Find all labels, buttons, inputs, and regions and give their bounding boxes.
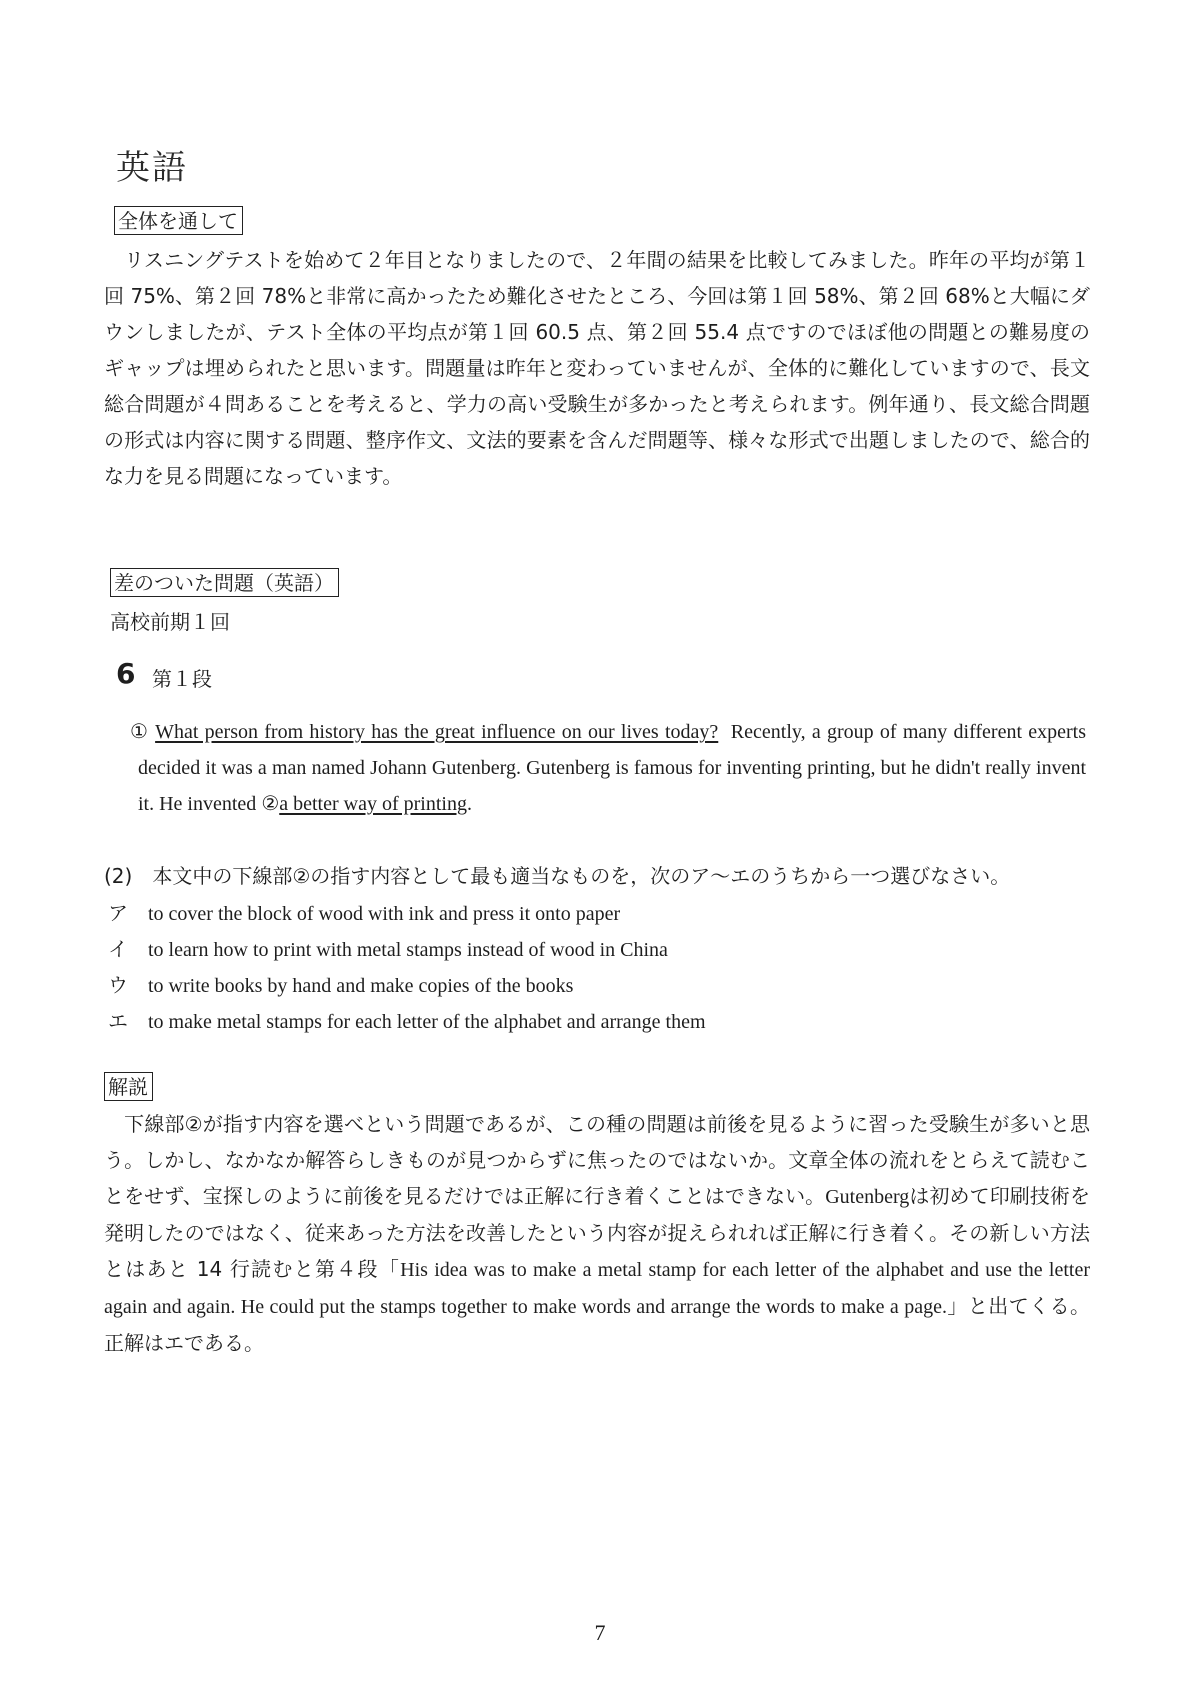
commentary-heading: 解説 [104, 1072, 153, 1101]
choice-i [108, 933, 668, 962]
subject-title: 英語 [116, 148, 188, 188]
english-passage [130, 714, 1087, 822]
passage-marker-1: ① [130, 721, 150, 743]
underlined-sentence-1: What person from history has the great influence on our lives today? [155, 721, 719, 743]
overview-heading: 全体を通して [114, 206, 243, 235]
differentiating-heading: 差のついた問題（英語） [110, 568, 339, 597]
section-label: 第１段 [152, 667, 212, 691]
choice-text: to write books by hand and make copies of the books [148, 975, 574, 997]
question-number: 6 [116, 657, 136, 690]
overview-paragraph [104, 242, 1090, 494]
passage-end: . [466, 793, 472, 815]
commentary-gutenberg: Gutenberg [825, 1186, 910, 1208]
commentary-part-2: は初めて印刷技術を発明したのではなく、従来あった方法を改善したという内容が捉えられれば正解に行き着く。その新しい方法とはあと 14 行読むと第４段「 [104, 1184, 1091, 1281]
page-number: 7 [594, 1620, 606, 1645]
choice-mark: イ [108, 937, 128, 961]
commentary-paragraph [104, 1106, 1090, 1361]
commentary-quote: His idea was to make a metal stamp for each letter of the alphabet and use the letter again and again. He could put the stamps together to make words and arrange the words to make a page. [104, 1259, 1090, 1318]
commentary-part-1: 下線部②が指す内容を選べという問題であるが、この種の問題は前後を見るように習った受験生が多いと思う。しかし、なかなか解答らしきものが見つからずに焦ったのではないか。文章全体の流れをとらえて読むことをせず、宝探しのように前後を見るだけでは正解に行き着くことはできない。 [104, 1112, 1090, 1208]
choice-u [108, 969, 573, 998]
choice-mark: ア [108, 901, 128, 925]
choice-e [108, 1005, 706, 1034]
choice-text: to cover the block of wood with ink and press it onto paper [148, 903, 621, 925]
choice-text: to learn how to print with metal stamps instead of wood in China [148, 939, 668, 961]
passage-marker-2: ② [261, 793, 280, 815]
overview-body: リスニングテストを始めて２年目となりましたので、２年間の結果を比較してみました。昨年の平均が第１回 75%、第２回 78%と非常に高かったため難化させたところ、今回は第１回 58%、第２回 68%と大幅にダウンしましたが、テスト全体の平均点が第１回 60.5 点、第２回 55.4 点ですのでほぼ他の問題との難易度のギャップは埋められたと思います。問題量は昨年と変わっていませんが、全体的に難化していますので、長文総合問題が４問あることを考えると、学力の高い受験生が多かったと考えられます。例年通り、長文総合問題の形式は内容に関する問題、整序作文、文法的要素を含んだ問題等、様々な形式で出題しましたので、総合的な力を見る問題になっています。 [104, 248, 1090, 488]
choice-a [108, 897, 620, 926]
underlined-phrase-2: a better way of printing [279, 793, 467, 815]
choice-text: to make metal stamps for each letter of the alphabet and arrange them [148, 1011, 706, 1033]
commentary-part-3: 」と出てくる。 正解はエである。 [104, 1294, 1091, 1355]
choice-mark: エ [108, 1009, 128, 1033]
choice-mark: ウ [108, 973, 128, 997]
question-prompt: (2) 本文中の下線部②の指す内容として最も適当なものを，次のア～エのうちから一つ選びなさい。 [104, 864, 1011, 888]
exam-label: 高校前期１回 [110, 610, 230, 634]
passage-text: Recently, a group of many different experts decided it was a man named Johann Gutenberg. Gutenberg is famous for inventing printing, but he didn't really invent it. He invented [138, 721, 1087, 815]
